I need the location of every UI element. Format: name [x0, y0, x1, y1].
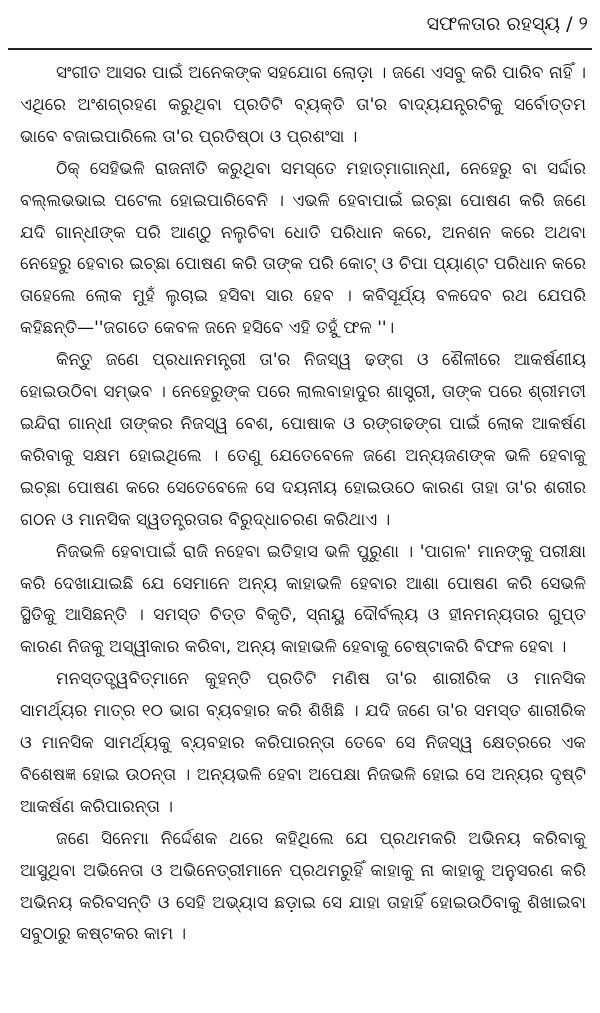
header-rule — [8, 48, 592, 50]
page-number: ୨ — [578, 13, 588, 35]
running-title: ସଫଳତାର ରହସ୍ୟ — [426, 13, 561, 35]
header-separator: / — [566, 13, 573, 35]
running-header — [0, 6, 600, 42]
paragraph: କିନ୍ତୁ ଜଣେ ପ୍ରଧାନମନ୍ତ୍ରୀ ତା'ର ନିଜସ୍ୱ ଢଙ୍ଗ ଓ ଶୈଳୀରେ ଆକର୍ଷଣୀୟ ହୋଇଉଠିବା ସମ୍ଭବ । ନେହେରୁଙ୍କ ପରେ ଲାଲବାହାଦୁର ଶାସ୍ତ୍ରୀ, ତାଙ୍କ ପରେ ଶ୍ରୀମତୀ ଇନ୍ଦିରା ଗାନ୍ଧୀ ତାଙ୍କର ନିଜସ୍ୱ ବେଶ, ପୋଷାକ ଓ ରଙ୍ଗଢଙ୍ଗ ପାଇଁ ଲୋକ ଆକର୍ଷଣ କରିବାକୁ ସକ୍ଷମ ହୋଇଥିଲେ । ତେଣୁ ଯେତେବେଳେ ଜଣେ ଅନ୍ୟଜଣଙ୍କ ଭଳି ହେବାକୁ ଇଚ୍ଛା ପୋଷଣ କରେ ସେତେବେଳେ ସେ ଦୟନୀୟ ହୋଇଉଠେ କାରଣ ତାହା ତା'ର ଶରୀର ଗଠନ ଓ ମାନସିକ ସ୍ୱତନ୍ତ୍ରତାର ବିରୁଦ୍ଧାଚରଣ କରିଥାଏ । — [20, 350, 586, 530]
body-text — [20, 58, 586, 951]
paragraph: ଜଣେ ସିନେମା ନିର୍ଦ୍ଦେଶକ ଥରେ କହିଥିଲେ ଯେ ପ୍ରଥମକରି ଅଭିନୟ କରିବାକୁ ଆସୁଥିବା ଅଭିନେତା ଓ ଅଭିନେତ୍ରୀମାନେ ପ୍ରଥମରୁହିଁ କାହାକୁ ନା କାହାକୁ ଅନୁସରଣ କରି ଅଭିନୟ କରିବସନ୍ତି ଓ ସେହି ଅଭ୍ୟାସ ଛଡ଼ାଇ ସେ ଯାହା ତାହାହିଁ ହୋଇଉଠିବାକୁ ଶିଖାଇବା ସବୁଠାରୁ କଷ୍ଟକର କାମ । — [20, 828, 586, 945]
paragraph: ମନସ୍ତତ୍ତ୍ୱବିତ୍‌ମାନେ କୁହନ୍ତି ପ୍ରତିଟି ମଣିଷ ତା'ର ଶାରୀରିକ ଓ ମାନସିକ ସାମର୍ଥ୍ୟର ମାତ୍ର ୧୦ ଭାଗ ବ୍ୟବହାର କରି ଶିଖିଛି । ଯଦି ଜଣେ ତା'ର ସମସ୍ତ ଶାରୀରିକ ଓ ମାନସିକ ସାମର୍ଥ୍ୟକୁ ବ୍ୟବହାର କରିପାରନ୍ତା ତେବେ ସେ ନିଜସ୍ୱ କ୍ଷେତ୍ରରେ ଏକ ବିଶେଷଜ୍ଞ ହୋଇ ଉଠନ୍ତା । ଅନ୍ୟଭଳି ହେବା ଅପେକ୍ଷା ନିଜଭଳି ହୋଇ ସେ ଅନ୍ୟର ଦୃଷ୍ଟି ଆକର୍ଷଣ କରିପାରନ୍ତା । — [20, 669, 586, 817]
paragraph: ଠିକ୍ ସେହିଭଳି ରାଜନୀତି କରୁଥିବା ସମସ୍ତେ ମହାତ୍ମାଗାନ୍ଧୀ, ନେହେରୁ ବା ସର୍ଦ୍ଦାର ବଲ୍ଲଭଭାଇ ପଟେଲ ହୋଇପାରିବେନି । ଏଭଳି ହେବାପାଇଁ ଇଚ୍ଛା ପୋଷଣ କରି ଜଣେ ଯଦି ଗାନ୍ଧୀଙ୍କ ପରି ଆଣ୍ଠୁ ନଲୁଚିବା ଧୋତି ପରିଧାନ କରେ, ଅନଶନ କରେ ଅଥବା ନେହେରୁ ହେବାର ଇଚ୍ଛା ପୋଷଣ କରି ତାଙ୍କ ପରି କୋଟ୍ ଓ ଚିପା ପ୍ୟାଣ୍ଟ ପରିଧାନ କରେ ତାହେଲେ ଲୋକ ମୁହଁ ଲୁଚାଇ ହସିବା ସାର ହେବ । କବିସୂର୍ଯ୍ୟ ବଳଦେବ ରଥ ଯେପରି କହିଛନ୍ତି—''ଜଗତେ କେବଳ ଜନେ ହସିବେ ଏହି ତହୁଁ ଫଳ ''। — [20, 158, 586, 339]
paragraph: ସଂଗୀତ ଆସର ପାଇଁ ଅନେକଙ୍କ ସହଯୋଗ ଲୋଡ଼ା । ଜଣେ ଏସବୁ କରି ପାରିବ ନାହିଁ । ଏଥିରେ ଅଂଶଗ୍ରହଣ କରୁଥିବା ପ୍ରତିଟି ବ୍ୟକ୍ତି ତା'ର ବାଦ୍ୟଯନ୍ତ୍ରଟିକୁ ସର୍ବୋତ୍ତମ ଭାବେ ବଜାଇପାରିଲେ ତା'ର ପ୍ରତିଷ୍ଠା ଓ ପ୍ରଶଂସା । — [20, 63, 586, 147]
paragraph: ନିଜଭଳି ହେବାପାଇଁ ରାଜି ନହେବା ଇତିହାସ ଭଳି ପୁରୁଣା । 'ପାଗଳ' ମାନଙ୍କୁ ପରୀକ୍ଷା କରି ଦେଖାଯାଇଛି ଯେ ସେମାନେ ଅନ୍ୟ କାହାଭଳି ହେବାର ଆଶା ପୋଷଣ କରି ସେଭଳି ସ୍ଥିତିକୁ ଆସିଛନ୍ତି । ସମସ୍ତ ଚିତ୍ତ ବିକୃତି, ସ୍ନାୟୁ ଦୌର୍ବଲ୍ୟ ଓ ହୀନମନ୍ୟତାର ଗୁପ୍ତ କାରଣ ନିଜକୁ ଅସ୍ୱୀକାର କରିବା, ଅନ୍ୟ କାହାଭଳି ହେବାକୁ ଚେଷ୍ଟାକରି ବିଫଳ ହେବା । — [20, 541, 586, 658]
